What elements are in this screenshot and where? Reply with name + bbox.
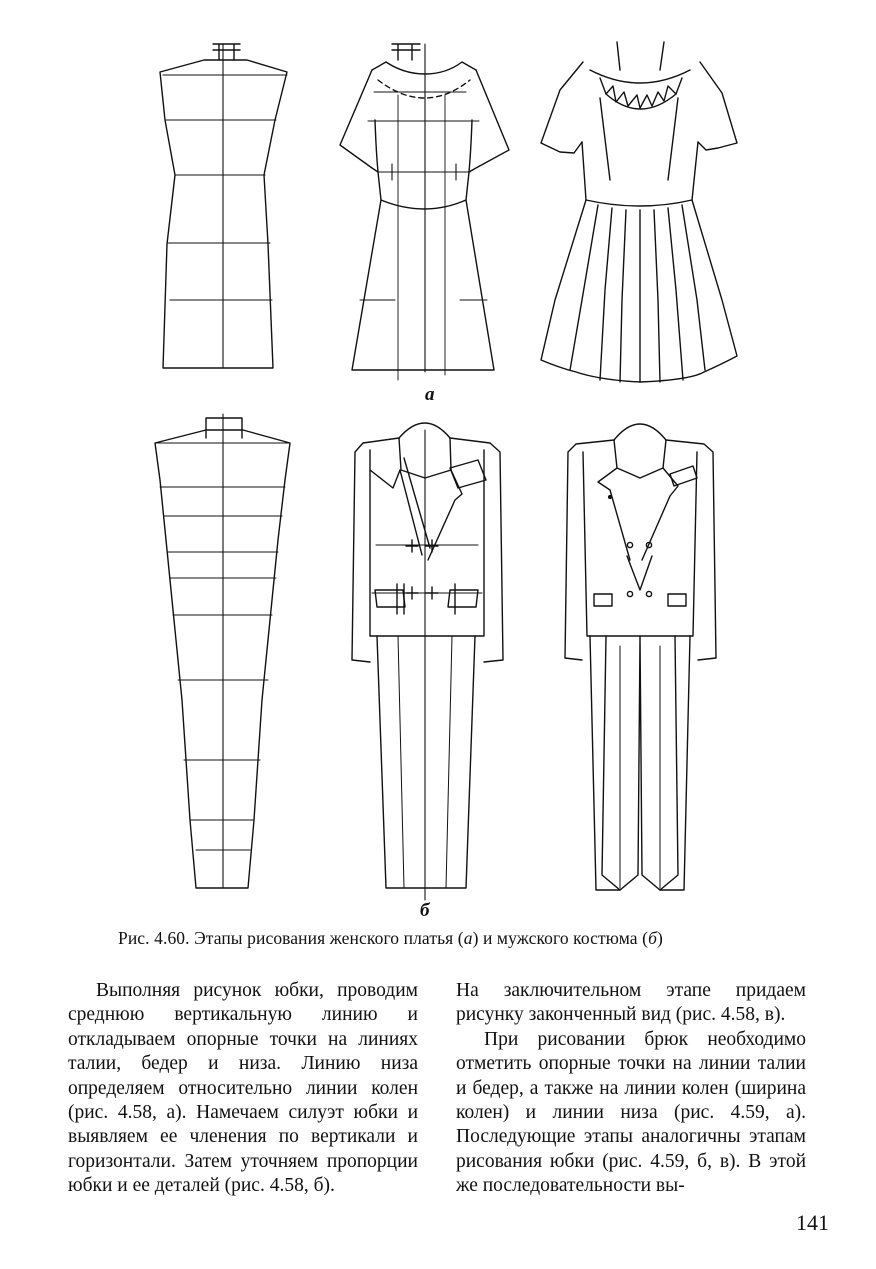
dress-intermediate-drawing [340,44,509,380]
text-column-left [68,979,418,1199]
caption-label-a: а [463,928,473,948]
page-number: 141 [796,1210,829,1235]
paragraph-skirt: Выполняя рисунок юбки, проводим среднюю вертикальную линию и откладываем опорные точки на линиях талии, бедер и низа. Линию низа определяем относительно линии колен (рис. 4.58, а). Намечаем силуэт юбки и выявляем ее членения по вертикали и горизонтали. Затем уточняем пропорции юбки и ее деталей (рис. 4.58, б). [68,980,418,1197]
suit-finished-drawing [565,424,716,890]
paragraph-final-stage: На заключительном этапе придаем рисунку законченный вид (рис. 4.58, в). [456,980,806,1026]
caption-prefix: Рис. 4.60. Этапы рисования женского платья ( [118,928,464,948]
suit-intermediate-drawing [352,423,503,900]
panel-label-a: а [425,384,435,405]
suit-scheme-drawing [155,414,290,888]
dress-finished-drawing [541,42,737,382]
caption-suffix: ) [656,928,663,948]
caption-middle: ) и мужского костюма ( [472,928,649,948]
dress-scheme-drawing [160,44,287,368]
text-column-right [456,979,806,1199]
figure-caption [118,928,798,949]
panel-label-b: б [420,900,430,921]
paragraph-trousers: При рисовании брюк необходимо отметить опорные точки на линии талии и бедер, а также на линии колен (ширина колен) и линии низа (рис. 4.59, а). Последующие этапы аналогичны этапам рисования юбки (рис. 4.59, б, в). В этой же последовательности вы- [456,1028,806,1197]
caption-label-b: б [648,928,657,948]
